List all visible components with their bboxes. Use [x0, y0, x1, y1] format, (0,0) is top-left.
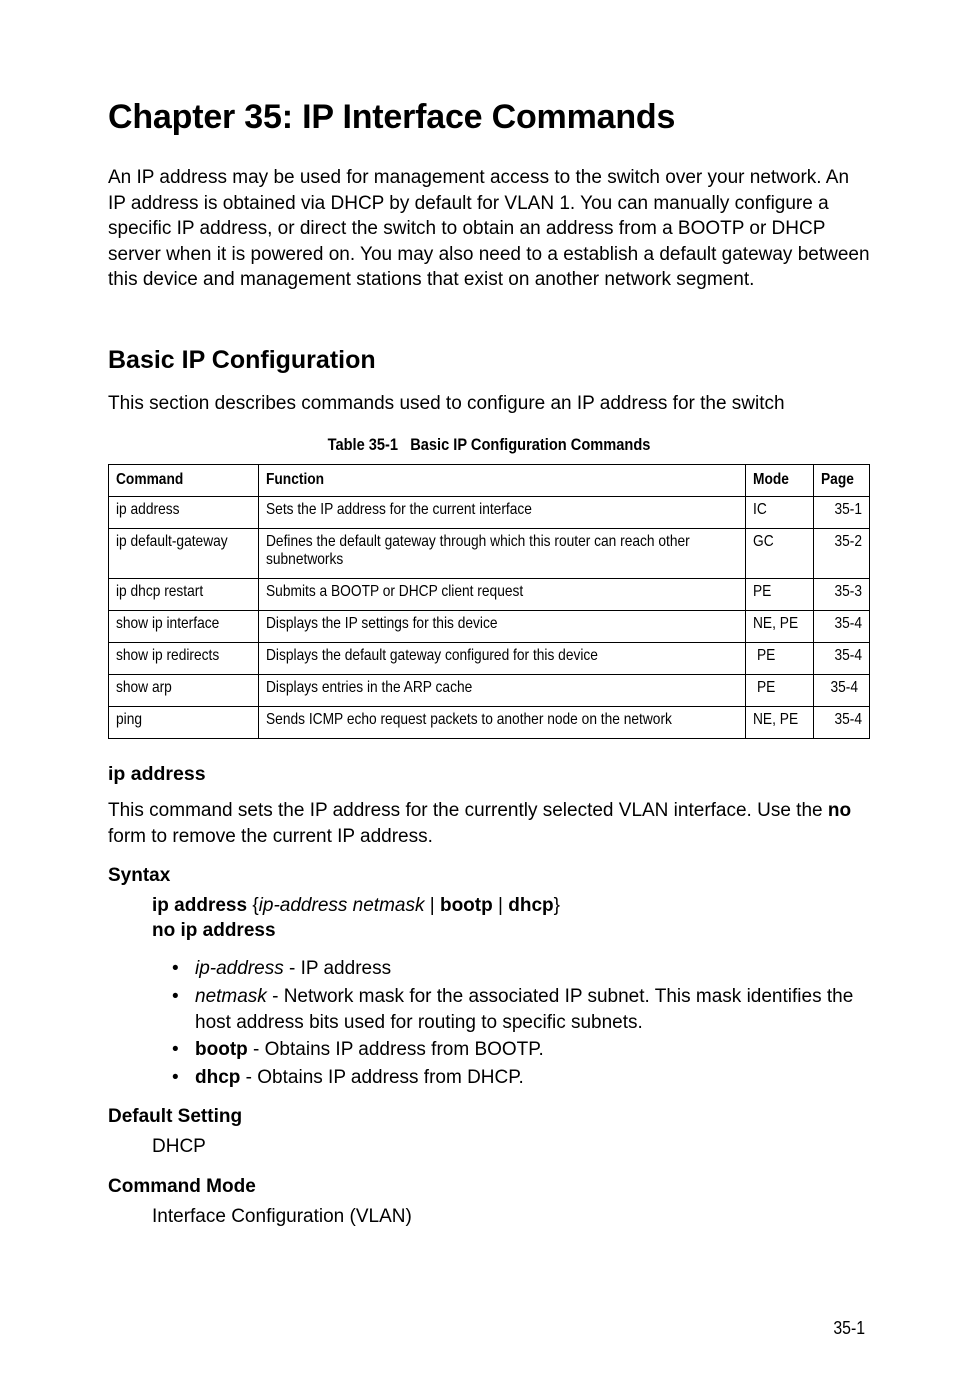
cell-page: 35-2: [813, 529, 869, 579]
list-item: • netmask - Network mask for the associated IP subnet. This mask identifies the host address bits used for routing to specific subnets.: [172, 985, 854, 1033]
table-row: [109, 643, 870, 675]
commands-table: [108, 464, 870, 739]
list-item: • dhcp - Obtains IP address from DHCP.: [172, 1066, 524, 1088]
default-setting-value: DHCP: [152, 1136, 206, 1157]
syntax-line: ip address {ip-address netmask | bootp | dhcp}: [152, 895, 560, 916]
table-caption: Table 35-1 Basic IP Configuration Commands: [327, 435, 651, 454]
cell-command: ping: [109, 707, 259, 739]
command-description: This command sets the IP address for the currently selected VLAN interface. Use the no form to remove the current IP address.: [108, 800, 852, 847]
cell-function: Displays entries in the ARP cache: [259, 675, 746, 707]
cell-mode: GC: [746, 529, 813, 579]
cell-mode: PE: [746, 579, 813, 611]
table-row: [109, 529, 870, 579]
cell-mode: PE: [746, 675, 813, 707]
command-heading-ip-address: ip address: [108, 763, 206, 785]
cell-mode: IC: [746, 497, 813, 529]
table-row: [109, 611, 870, 643]
cell-mode: NE, PE: [746, 611, 813, 643]
header-page: Page: [813, 465, 869, 497]
syntax-heading: Syntax: [108, 865, 171, 886]
cell-command: show arp: [109, 675, 259, 707]
cell-function: Sends ICMP echo request packets to another node on the network: [259, 707, 746, 739]
cell-command: ip dhcp restart: [109, 579, 259, 611]
command-mode-value: Interface Configuration (VLAN): [152, 1206, 412, 1227]
header-function: Function: [259, 465, 746, 497]
intro-paragraph: An IP address may be used for management access to the switch over your network. An IP address is obtained via DHCP by default for VLAN 1. You can manually configure a specific IP address, or direct the switch to obtain an address from a BOOTP or DHCP server when it is powered on. You may also need to a establish a default gateway between this device and management stations that exist on another network segment.: [108, 167, 870, 290]
cell-mode: NE, PE: [746, 707, 813, 739]
table-row: [109, 675, 870, 707]
cell-page: 35-4: [813, 675, 869, 707]
cell-function: Defines the default gateway through which this router can reach other subnetworks: [259, 529, 746, 579]
cell-function: Submits a BOOTP or DHCP client request: [259, 579, 746, 611]
cell-function: Sets the IP address for the current interface: [259, 497, 746, 529]
cell-mode: PE: [746, 643, 813, 675]
page-number: 35-1: [833, 1318, 865, 1338]
chapter-title: Chapter 35: IP Interface Commands: [108, 98, 676, 136]
section-title: Basic IP Configuration: [108, 346, 376, 374]
section-description: This section describes commands used to configure an IP address for the switch: [108, 393, 785, 414]
table-row: [109, 579, 870, 611]
cell-function: Displays the default gateway configured for this device: [259, 643, 746, 675]
table-row: [109, 497, 870, 529]
cell-command: ip default-gateway: [109, 529, 259, 579]
cell-page: 35-4: [813, 643, 869, 675]
cell-function: Displays the IP settings for this device: [259, 611, 746, 643]
parameter-list: [172, 956, 872, 1092]
default-setting-heading: Default Setting: [108, 1106, 243, 1127]
cell-page: 35-3: [813, 579, 869, 611]
table-row: [109, 707, 870, 739]
cell-command: show ip interface: [109, 611, 259, 643]
list-item: • bootp - Obtains IP address from BOOTP.: [172, 1039, 544, 1060]
table-header-row: [109, 465, 870, 497]
header-command: Command: [109, 465, 259, 497]
cell-page: 35-4: [813, 707, 869, 739]
cell-page: 35-1: [813, 497, 869, 529]
syntax-no-form: no ip address: [152, 920, 276, 941]
cell-command: ip address: [109, 497, 259, 529]
command-mode-heading: Command Mode: [108, 1176, 256, 1197]
cell-page: 35-4: [813, 611, 869, 643]
list-item: • ip-address - IP address: [172, 958, 392, 979]
header-mode: Mode: [746, 465, 813, 497]
cell-command: show ip redirects: [109, 643, 259, 675]
